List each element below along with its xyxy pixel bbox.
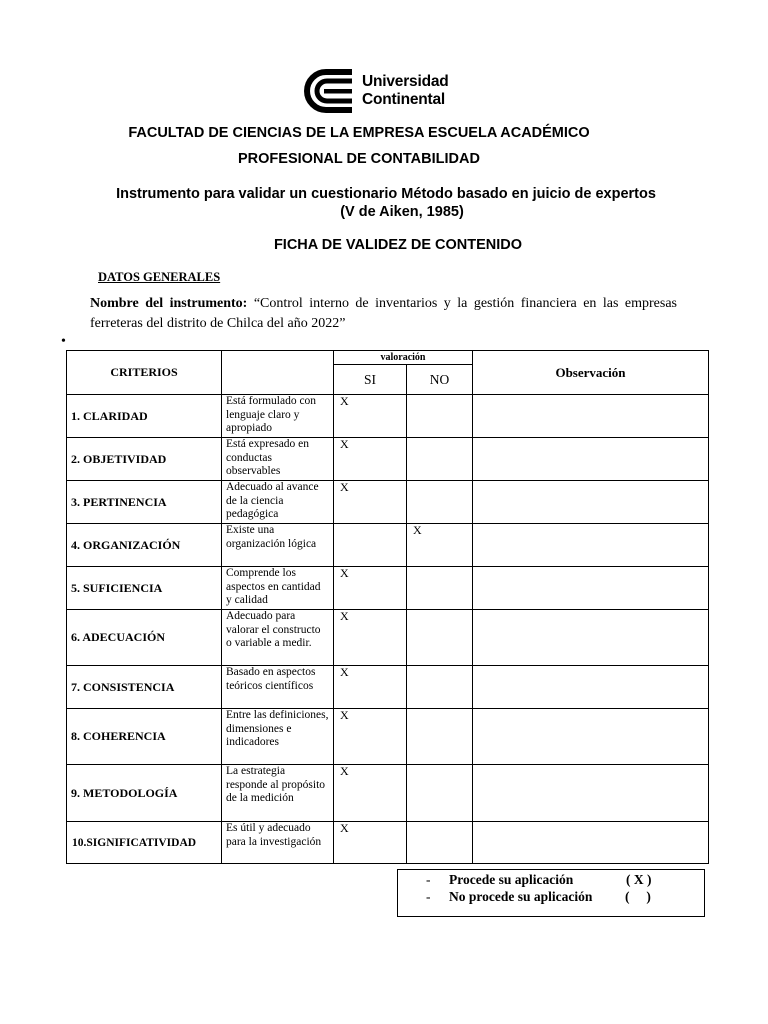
- no-cell[interactable]: [407, 567, 473, 610]
- instrument-name-line2: ferreteras del distrito de Chilca del año 2022”: [90, 316, 346, 331]
- table-row: [67, 524, 709, 567]
- si-cell[interactable]: X: [334, 610, 407, 666]
- table-row: [67, 822, 709, 864]
- table-row: [67, 567, 709, 610]
- header-si: SI: [334, 365, 407, 395]
- criterion-description: Adecuado para valorar el constructo o variable a medir.: [222, 610, 334, 666]
- instrument-title-line1: Instrumento para validar un cuestionario Método basado en juicio de expertos: [116, 186, 656, 202]
- header-row: [67, 351, 709, 365]
- table-row: [67, 610, 709, 666]
- si-cell[interactable]: X: [334, 438, 407, 481]
- criterion-description: Existe una organización lógica: [222, 524, 334, 567]
- logo-text-universidad: Universidad: [362, 73, 449, 90]
- table-row: [67, 666, 709, 709]
- ficha-title: FICHA DE VALIDEZ DE CONTENIDO: [273, 237, 523, 253]
- criterion-name: 5. SUFICIENCIA: [67, 567, 222, 610]
- header-observacion: Observación: [473, 351, 709, 395]
- no-cell[interactable]: X: [407, 524, 473, 567]
- criterion-description: Está expresado en conductas observables: [222, 438, 334, 481]
- continental-logo-icon: [302, 68, 356, 114]
- table-row: [67, 481, 709, 524]
- header-no: NO: [407, 365, 473, 395]
- no-cell[interactable]: [407, 610, 473, 666]
- no-procede-mark[interactable]: ( ): [625, 889, 651, 904]
- dash-bullet: -: [426, 889, 431, 904]
- si-cell[interactable]: X: [334, 709, 407, 765]
- no-cell[interactable]: [407, 765, 473, 822]
- observation-cell[interactable]: [473, 822, 709, 864]
- si-cell[interactable]: X: [334, 666, 407, 709]
- no-cell[interactable]: [407, 822, 473, 864]
- si-cell[interactable]: X: [334, 765, 407, 822]
- si-cell[interactable]: X: [334, 567, 407, 610]
- header-spacer: [222, 351, 334, 395]
- table-row: [67, 709, 709, 765]
- table-row: [67, 765, 709, 822]
- table-row: [67, 395, 709, 438]
- observation-cell[interactable]: [473, 765, 709, 822]
- criterion-name: 4. ORGANIZACIÓN: [67, 524, 222, 567]
- observation-cell[interactable]: [473, 610, 709, 666]
- no-cell[interactable]: [407, 438, 473, 481]
- si-cell[interactable]: X: [334, 481, 407, 524]
- header-criterios: CRITERIOS: [67, 351, 222, 395]
- instrument-name-line1: [90, 296, 677, 312]
- no-cell[interactable]: [407, 709, 473, 765]
- no-cell[interactable]: [407, 666, 473, 709]
- si-cell[interactable]: X: [334, 395, 407, 438]
- criterion-description: La estrategia responde al propósito de la medición: [222, 765, 334, 822]
- instrument-name-value: “Control interno de inventarios y la gestión financiera en las empresas: [253, 296, 677, 311]
- table-row: [67, 438, 709, 481]
- procede-label: Procede su aplicación: [449, 872, 574, 887]
- faculty-title-line1: FACULTAD DE CIENCIAS DE LA EMPRESA ESCUELA ACADÉMICO: [128, 125, 590, 141]
- observation-cell[interactable]: [473, 709, 709, 765]
- observation-cell[interactable]: [473, 438, 709, 481]
- criterion-name: 9. METODOLOGÍA: [67, 765, 222, 822]
- criterion-name: 6. ADECUACIÓN: [67, 610, 222, 666]
- no-procede-label: No procede su aplicación: [449, 889, 593, 904]
- observation-cell[interactable]: [473, 666, 709, 709]
- criterion-description: Entre las definiciones, dimensiones e indicadores: [222, 709, 334, 765]
- criterion-name: 1. CLARIDAD: [67, 395, 222, 438]
- criterion-name: 7. CONSISTENCIA: [67, 666, 222, 709]
- criterion-description: Comprende los aspectos en cantidad y calidad: [222, 567, 334, 610]
- criterion-name: 2. OBJETIVIDAD: [67, 438, 222, 481]
- criteria-table: [66, 350, 709, 864]
- si-cell[interactable]: X: [334, 822, 407, 864]
- procede-mark[interactable]: ( X ): [626, 872, 652, 887]
- logo-text-continental: Continental: [362, 91, 446, 108]
- instrument-name-label: Nombre del instrumento:: [90, 296, 248, 311]
- header-valoracion: valoración: [334, 351, 473, 365]
- dash-bullet: -: [426, 872, 431, 887]
- si-cell[interactable]: [334, 524, 407, 567]
- datos-generales-heading: DATOS GENERALES: [98, 270, 221, 284]
- criterion-name: 8. COHERENCIA: [67, 709, 222, 765]
- criterion-description: Está formulado con lenguaje claro y apropiado: [222, 395, 334, 438]
- criterion-description: Es útil y adecuado para la investigación: [222, 822, 334, 864]
- faculty-title-line2: PROFESIONAL DE CONTABILIDAD: [238, 151, 480, 167]
- instrument-title-line2: (V de Aiken, 1985): [340, 204, 464, 220]
- criterion-name: 3. PERTINENCIA: [67, 481, 222, 524]
- observation-cell[interactable]: [473, 567, 709, 610]
- criterion-description: Basado en aspectos teóricos científicos: [222, 666, 334, 709]
- bullet: •: [61, 334, 66, 349]
- no-cell[interactable]: [407, 481, 473, 524]
- observation-cell[interactable]: [473, 481, 709, 524]
- criterion-description: Adecuado al avance de la ciencia pedagógica: [222, 481, 334, 524]
- university-logo: [302, 68, 452, 114]
- no-cell[interactable]: [407, 395, 473, 438]
- criterion-name: 10.SIGNIFICATIVIDAD: [67, 822, 222, 864]
- observation-cell[interactable]: [473, 524, 709, 567]
- observation-cell[interactable]: [473, 395, 709, 438]
- decision-box: [397, 869, 705, 917]
